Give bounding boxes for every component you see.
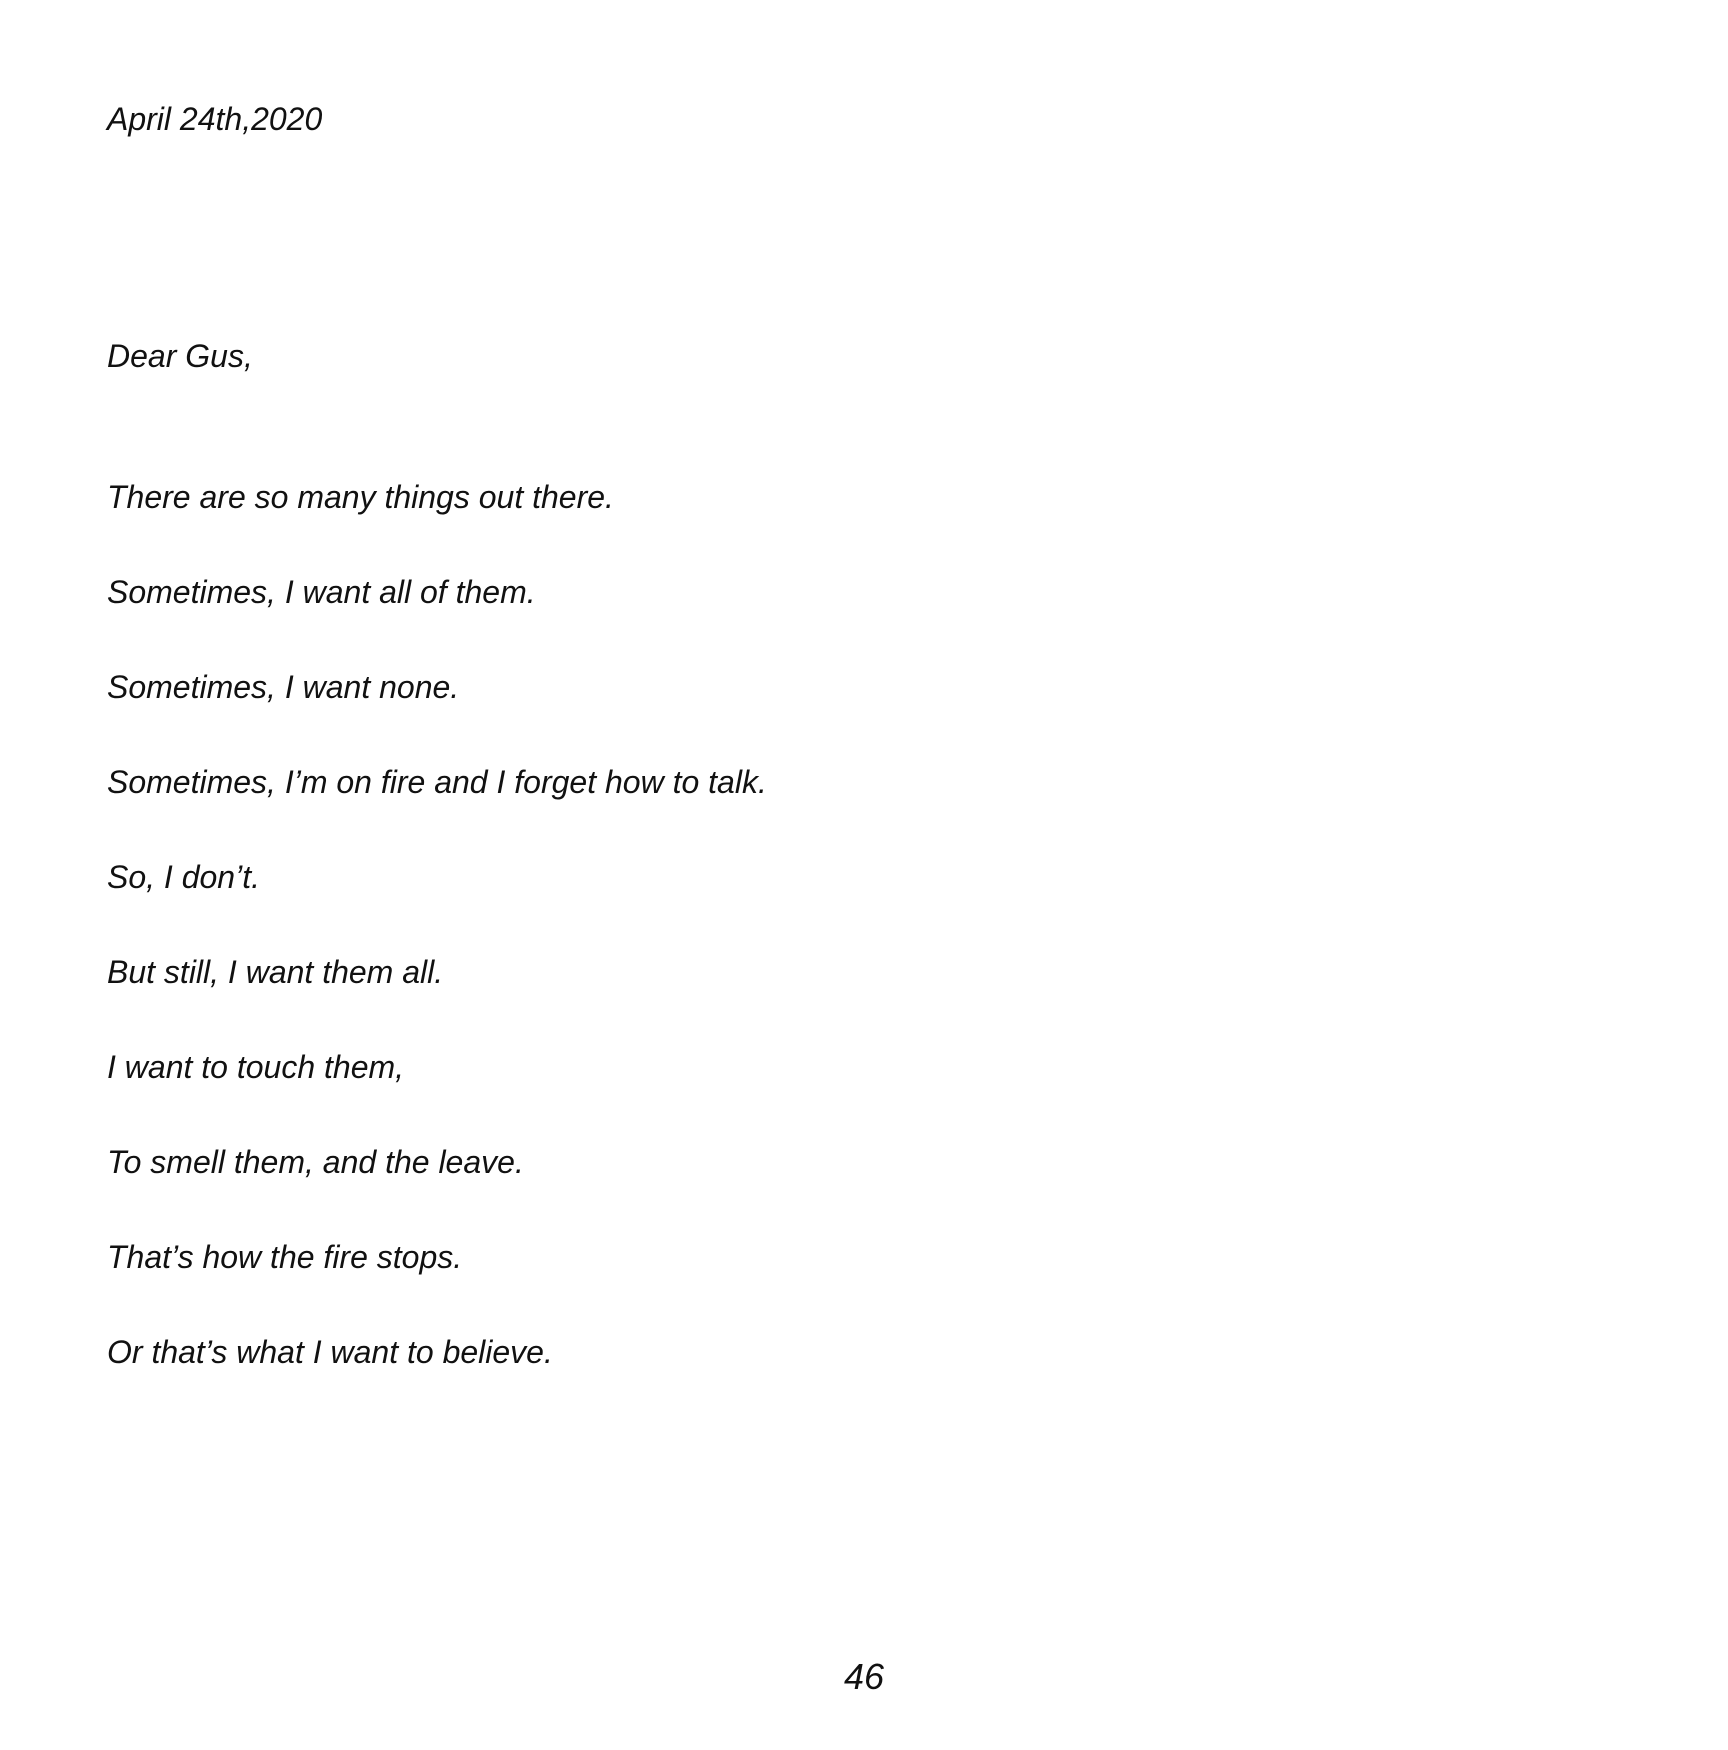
letter-line: Sometimes, I want all of them. xyxy=(107,574,536,610)
letter-line: Sometimes, I want none. xyxy=(107,669,460,705)
letter-line: I want to touch them, xyxy=(107,1049,405,1085)
letter-line: To smell them, and the leave. xyxy=(107,1144,524,1180)
letter-line: That’s how the fire stops. xyxy=(107,1239,463,1275)
letter-line: Sometimes, I’m on fire and I forget how to talk. xyxy=(107,764,767,800)
letter-date: April 24th,2020 xyxy=(107,101,323,137)
letter-salutation: Dear Gus, xyxy=(107,338,253,374)
letter-line: But still, I want them all. xyxy=(107,954,444,990)
letter-line: There are so many things out there. xyxy=(107,479,614,515)
page-number: 46 xyxy=(843,1656,885,1697)
letter-line: So, I don’t. xyxy=(107,859,260,895)
letter-line: Or that’s what I want to believe. xyxy=(107,1334,553,1370)
